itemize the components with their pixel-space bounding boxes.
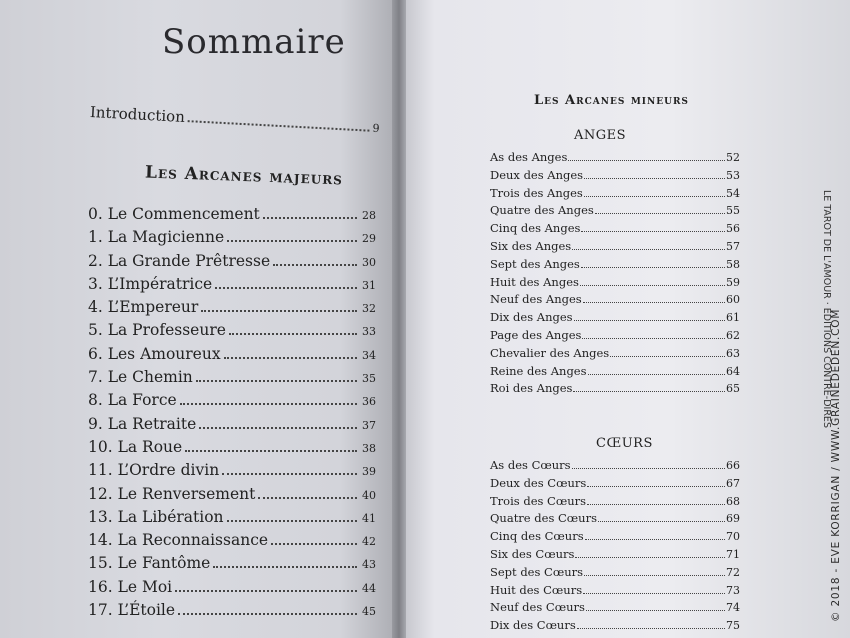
toc-entry-label: Neuf des Cœurs <box>490 600 585 615</box>
dot-leader <box>586 610 725 611</box>
dot-leader <box>199 427 357 429</box>
toc-introduction-page: 9 <box>372 121 380 136</box>
toc-entry-page: 44 <box>362 581 376 595</box>
toc-entry-label: Cinq des Anges <box>490 221 581 236</box>
toc-entry-label: Page des Anges <box>490 327 582 342</box>
toc-entry-page: 39 <box>362 465 376 479</box>
dot-leader <box>584 196 725 197</box>
toc-entry-page: 40 <box>362 488 376 502</box>
dot-leader <box>271 543 357 545</box>
toc-entry-page: 54 <box>726 186 740 200</box>
toc-entry-label: 10. La Roue <box>88 437 183 456</box>
toc-entry <box>88 438 376 461</box>
toc-list-coeurs <box>490 458 740 636</box>
dot-leader <box>273 264 357 266</box>
dot-leader <box>229 333 357 335</box>
toc-entry <box>490 618 740 636</box>
toc-entry-label: Trois des Cœurs <box>490 493 587 508</box>
toc-entry <box>490 186 740 204</box>
toc-entry <box>88 485 376 508</box>
toc-entry <box>88 275 376 298</box>
toc-entry <box>88 321 376 344</box>
toc-entry-label: Deux des Cœurs <box>490 475 587 490</box>
toc-list-anges <box>490 150 740 399</box>
toc-entry-label: 1. La Magicienne <box>88 228 225 247</box>
toc-entry-page: 52 <box>726 151 740 164</box>
toc-entry <box>88 205 376 228</box>
toc-entry-page: 35 <box>362 372 376 386</box>
dot-leader <box>227 520 357 522</box>
toc-entry-page: 56 <box>726 222 740 236</box>
toc-entry-page: 63 <box>726 346 740 360</box>
dot-leader <box>215 287 357 289</box>
dot-leader <box>258 497 357 499</box>
toc-entry-label: 12. Le Renversement <box>88 484 256 503</box>
dot-leader <box>263 217 357 219</box>
toc-entry-label: Reine des Anges <box>490 363 587 378</box>
toc-entry <box>88 554 376 577</box>
toc-entry-label: As des Anges <box>490 150 568 164</box>
toc-entry <box>88 508 376 531</box>
dot-leader <box>573 391 725 392</box>
toc-entry <box>88 461 376 484</box>
toc-entry-page: 31 <box>362 278 376 292</box>
toc-entry-page: 70 <box>726 530 740 544</box>
dot-leader <box>584 178 725 179</box>
toc-entry-page: 61 <box>726 311 740 325</box>
toc-entry-page: 28 <box>362 209 376 222</box>
toc-entry-label: 17. L’Étoile <box>88 601 176 620</box>
dot-leader <box>583 593 725 594</box>
toc-entry-page: 71 <box>726 547 740 561</box>
toc-entry-label: Sept des Anges <box>490 256 580 271</box>
toc-entry-label: Trois des Anges <box>490 185 583 200</box>
toc-entry <box>490 292 740 310</box>
toc-entry <box>490 600 740 618</box>
toc-entry <box>490 168 740 186</box>
dot-leader <box>178 613 357 615</box>
toc-entry <box>88 345 376 368</box>
dot-leader <box>577 628 725 629</box>
toc-entry-page: 65 <box>726 382 740 396</box>
toc-entry-label: 13. La Libération <box>88 507 224 526</box>
dot-leader <box>224 357 357 359</box>
toc-entry-page: 62 <box>726 328 740 342</box>
toc-entry-page: 74 <box>726 601 740 615</box>
toc-entry-page: 43 <box>362 558 376 572</box>
toc-entry <box>490 328 740 346</box>
dot-leader <box>213 566 357 568</box>
toc-entry-page: 33 <box>362 325 376 339</box>
toc-entry-page: 38 <box>362 441 376 455</box>
dot-leader <box>572 468 725 469</box>
toc-list-majeurs <box>88 205 376 624</box>
toc-entry-label: 5. La Professeure <box>88 321 226 340</box>
toc-entry-page: 72 <box>726 565 740 579</box>
toc-entry-page: 32 <box>362 302 376 316</box>
toc-entry <box>88 298 376 321</box>
dot-leader <box>227 240 357 242</box>
toc-entry <box>490 239 740 257</box>
toc-entry-page: 66 <box>726 459 740 472</box>
toc-entry-page: 45 <box>362 605 376 619</box>
toc-entry <box>490 275 740 293</box>
dot-leader <box>581 267 725 268</box>
toc-entry-label: 4. L’Empereur <box>88 298 199 317</box>
toc-entry-label: Deux des Anges <box>490 167 584 182</box>
toc-entry <box>88 368 376 391</box>
subsection-title-coeurs: CŒURS <box>596 436 653 451</box>
toc-entry <box>88 252 376 275</box>
toc-entry-page: 30 <box>362 255 376 269</box>
dot-leader <box>587 486 725 487</box>
dot-leader <box>587 504 725 505</box>
toc-entry <box>88 531 376 554</box>
dot-leader <box>583 302 725 303</box>
toc-entry-label: Huit des Cœurs <box>490 582 583 597</box>
toc-entry <box>88 228 376 251</box>
toc-entry-page: 53 <box>726 168 740 182</box>
toc-entry-label: 2. La Grande Prêtresse <box>88 251 271 270</box>
toc-entry-label: Six des Anges <box>490 238 572 253</box>
dot-leader <box>588 374 725 375</box>
toc-entry-label: 7. Le Chemin <box>88 368 193 387</box>
toc-entry <box>88 391 376 414</box>
toc-entry <box>490 511 740 529</box>
toc-entry-label: Sept des Cœurs <box>490 564 584 579</box>
toc-entry-label: Dix des Cœurs <box>490 618 576 633</box>
toc-entry-page: 42 <box>362 535 376 549</box>
toc-entry <box>490 529 740 547</box>
toc-entry <box>490 476 740 494</box>
toc-entry-page: 55 <box>726 204 740 218</box>
dot-leader <box>572 249 725 250</box>
toc-entry-label: Six des Cœurs <box>490 546 575 561</box>
toc-entry <box>490 221 740 239</box>
subsection-title-anges: ANGES <box>574 128 627 143</box>
toc-entry <box>88 578 376 601</box>
toc-entry-label: Huit des Anges <box>490 274 579 289</box>
toc-entry-label: 0. Le Commencement <box>88 205 260 223</box>
toc-entry <box>490 310 740 328</box>
toc-entry <box>88 415 376 438</box>
dot-leader <box>582 338 725 339</box>
dot-leader <box>222 473 357 475</box>
toc-entry <box>490 547 740 565</box>
toc-entry-page: 64 <box>726 364 740 378</box>
dot-leader <box>598 521 725 522</box>
toc-entry-page: 68 <box>726 494 740 508</box>
toc-entry-label: Dix des Anges <box>490 310 573 325</box>
dot-leader <box>595 213 725 214</box>
dot-leader <box>610 356 725 357</box>
toc-entry <box>490 458 740 476</box>
toc-entry-page: 60 <box>726 293 740 307</box>
toc-entry-label: 3. L’Impératrice <box>88 274 213 293</box>
book-gutter <box>392 0 406 638</box>
toc-entry-label: Chevalier des Anges <box>490 345 610 360</box>
toc-entry-label: Roi des Anges <box>490 381 573 396</box>
dot-leader <box>584 575 725 576</box>
toc-entry-page: 69 <box>726 512 740 526</box>
toc-entry <box>490 494 740 512</box>
toc-entry-page: 34 <box>362 348 376 362</box>
side-credit: LE TAROT DE L'AMOUR · ÉDITIONS CONTRE-DIRES <box>821 190 832 428</box>
page-title: Sommaire <box>162 22 346 62</box>
toc-entry-label: Quatre des Anges <box>490 203 594 218</box>
toc-entry-label: 6. Les Amoureux <box>88 344 221 363</box>
toc-entry-label: 11. L’Ordre divin <box>88 461 220 480</box>
toc-entry <box>490 346 740 364</box>
toc-entry-label: Neuf des Anges <box>490 292 582 307</box>
toc-entry-label: 15. Le Fantôme <box>88 554 211 573</box>
section-title-arcanes-mineurs: Les Arcanes mineurs <box>534 93 689 108</box>
toc-entry-label: Quatre des Cœurs <box>490 511 597 526</box>
toc-entry-page: 36 <box>362 395 376 409</box>
toc-entry-label: 16. Le Moi <box>88 577 173 596</box>
toc-entry-page: 58 <box>726 257 740 271</box>
toc-entry-page: 29 <box>362 232 376 246</box>
copyright-watermark: © 2018 - EVE KORRIGAN / WWW.GRAINEDEDEN.COM <box>830 308 842 622</box>
toc-entry-label: Cinq des Cœurs <box>490 529 584 544</box>
toc-entry-label: 14. La Reconnaissance <box>88 531 269 550</box>
toc-entry <box>490 203 740 221</box>
dot-leader <box>575 557 725 558</box>
dot-leader <box>196 380 357 382</box>
toc-entry-page: 59 <box>726 275 740 289</box>
dot-leader <box>585 539 725 540</box>
dot-leader <box>185 450 357 452</box>
toc-entry-page: 73 <box>726 583 740 597</box>
dot-leader <box>201 310 357 312</box>
toc-entry-page: 75 <box>726 619 740 633</box>
dot-leader <box>175 590 357 592</box>
toc-introduction-label: Introduction <box>89 103 186 126</box>
toc-entry <box>490 150 740 168</box>
toc-entry <box>490 364 740 382</box>
toc-entry-label: 8. La Force <box>88 391 177 410</box>
toc-entry-page: 41 <box>362 511 376 525</box>
toc-entry-label: 9. La Retraite <box>88 414 197 433</box>
toc-entry-page: 67 <box>726 476 740 490</box>
toc-entry <box>490 257 740 275</box>
toc-entry <box>490 565 740 583</box>
dot-leader <box>581 231 725 232</box>
dot-leader <box>568 160 725 161</box>
toc-entry-label: As des Cœurs <box>490 458 571 472</box>
dot-leader <box>180 403 357 405</box>
section-title-arcanes-majeurs: Les Arcanes majeurs <box>144 162 344 190</box>
dot-leader <box>580 285 725 286</box>
dot-leader <box>574 320 725 321</box>
toc-entry-page: 57 <box>726 239 740 253</box>
toc-entry <box>88 601 376 624</box>
toc-entry <box>490 583 740 601</box>
toc-entry <box>490 381 740 399</box>
toc-entry-page: 37 <box>362 418 376 432</box>
